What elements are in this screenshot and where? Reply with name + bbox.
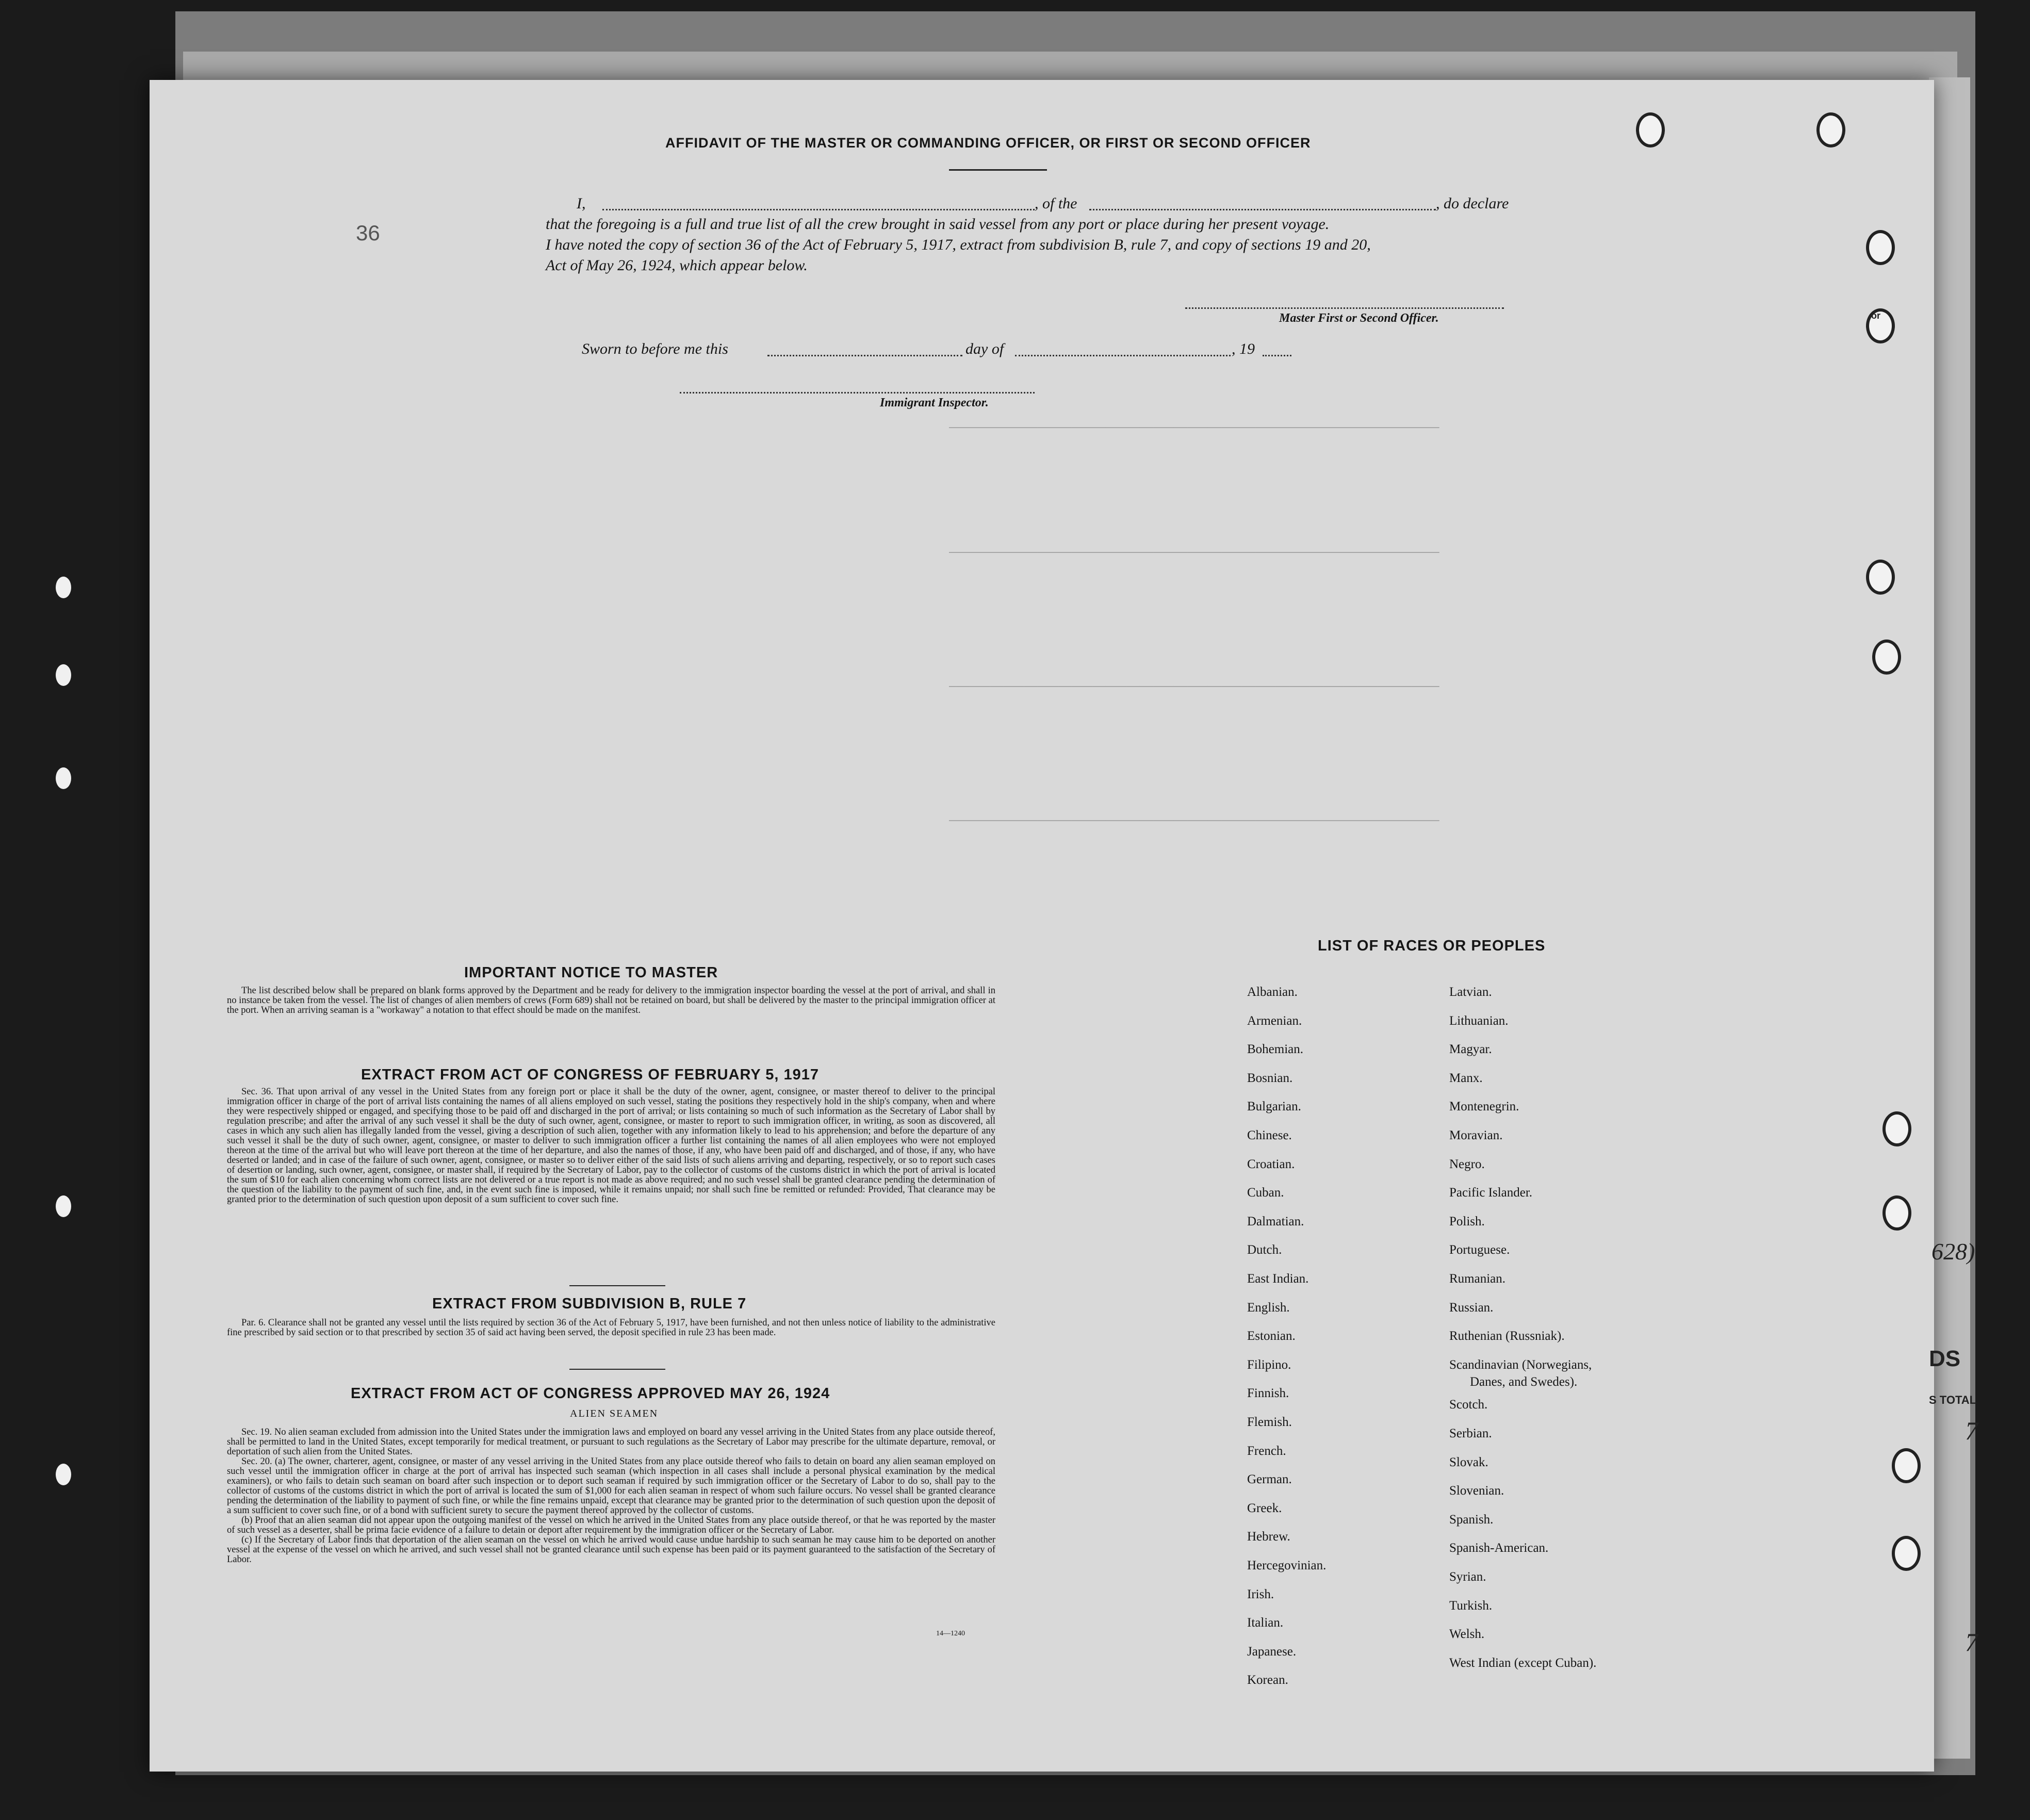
extract-1924-subtitle: ALIEN SEAMEN bbox=[570, 1408, 659, 1419]
affidavit-title: AFFIDAVIT OF THE MASTER OR COMMANDING OFFICER, OR FIRST OR SECOND OFFICER bbox=[665, 135, 1311, 151]
race-item: Spanish. bbox=[1449, 1512, 1494, 1527]
race-item: Scotch. bbox=[1449, 1398, 1488, 1412]
race-item: Greek. bbox=[1247, 1501, 1282, 1515]
binder-hole bbox=[56, 767, 71, 789]
sworn-day-field[interactable] bbox=[767, 355, 962, 356]
race-item: Croatian. bbox=[1247, 1157, 1295, 1171]
sworn-label: Sworn to before me this bbox=[582, 340, 728, 357]
race-item: Irish. bbox=[1247, 1587, 1274, 1601]
race-item: Armenian. bbox=[1247, 1013, 1302, 1028]
race-item: Cuban. bbox=[1247, 1186, 1284, 1200]
race-item: East Indian. bbox=[1247, 1272, 1309, 1286]
extract-1924-title: EXTRACT FROM ACT OF CONGRESS APPROVED MAY 26, 1924 bbox=[351, 1385, 830, 1402]
extract-1924-text: Sec. 19. No alien seaman excluded from admission into the United States under the immigration laws and employed on board any vessel arriving in the United States from any place outside thereof, shall be permitted to land in the United States, except temporarily for medical treatment, or pursuant to such regulations as the Secretary of Labor may prescribe for the ultimate departure, removal, or deportation of such alien from the United States. Sec. 20. (a) The owner, charterer, agent, consignee, or master of any vessel arriving in the United States from any place outside thereof who fails to detain on board any alien seaman employed on such vessel until the immigration officer in charge at the port of arrival has inspected such seaman (which inspection in all cases shall include a personal physical examination by the medical examiners), or who fails to detain such seaman on board after such inspection or to deport such seaman if required by such immigration officer or the Secretary of Labor to do so, shall pay to the collector of customs of the customs district in which the port of arrival is located the sum of $1,000 for each alien seaman in respect of whom such failure occurs. No vessel shall be granted clearance pending the determination of the liability to payment of such fine, or while the fine remains unpaid, except that clearance may be granted prior to the determination of such question upon the deposit of a sum sufficient to cover such fine, or of a bond with sufficient surety to secure the payment thereof approved by the collector of customs. (b) Proof that an alien seaman did not appear upon the outgoing manifest of the vessel on which he arrived in the United States from any place outside thereof, or that he was reported by the master of such vessel as a deserter, shall be prima facie evidence of a failure to detain or deport after requirement by the immigration officer or the Secretary of Labor. (c) If the Secretary of Labor finds that deportation of the alien seaman on the vessel on which he arrived would cause undue hardship to such seaman he may cause him to be deported on another vessel at the expense of the vessel on which he arrived, and such vessel shall not be granted clearance until such expense has been paid or its payment guaranteed to the satisfaction of the Secretary of Labor. bbox=[227, 1427, 995, 1565]
bleed-through-text: ──────────────────────────────────────────────────────────────────────── bbox=[949, 815, 1439, 828]
race-item: German. bbox=[1247, 1472, 1292, 1487]
master-signature-field[interactable] bbox=[1185, 307, 1504, 309]
race-item: Spanish-American. bbox=[1449, 1541, 1549, 1555]
race-item: Hercegovinian. bbox=[1247, 1559, 1327, 1572]
race-item: Flemish. bbox=[1247, 1415, 1292, 1429]
notice-title: IMPORTANT NOTICE TO MASTER bbox=[464, 964, 718, 981]
declare-label: , do declare bbox=[1436, 195, 1509, 212]
extract-1917-text: Sec. 36. That upon arrival of any vessel in the United States from any foreign port or place it shall be the duty of the owner, agent, consignee, or master thereof to deliver to the principal immigration officer in charge of the port of arrival lists containing the names of all aliens employed on such vessel, stating the positions they respectively hold in the ship's company, when and where they were respectively shipped or engaged, and specifying those to be paid off and discharged in the port of arrival; or lists containing so much of such information as the Secretary of Labor shall by regulation prescribe; and after the arrival of any such vessel it shall be the duty of such owner, agent, consignee, or master to report to such immigration officer, in writing, as soon as discovered, all cases in which any such alien has illegally landed from the vessel, giving a description of such alien, together with any information likely to lead to his apprehension; and before the departure of any such vessel it shall be the duty of such owner, agent, consignee, or master to deliver to such immigration officer a further list containing the names of all alien employees who were not employed thereon at the time of the arrival but who will leave port thereon at the time of her departure, and also the names of those, if any, who have been paid off and discharged, and of those, if any, who have deserted or landed; and in case of the failure of such owner, agent, consignee, or master so to deliver either of the said lists of such aliens arriving and departing, respectively, or so to report such cases of desertion or landing, such owner, agent, consignee, or master shall, if required by the Secretary of Labor, pay to the collector of customs of the customs district in which the port of arrival is located the sum of $10 for each alien concerning whom correct lists are not delivered or a true report is not made as above required; and no such vessel shall be granted clearance pending the determination of the question of the liability to the payment of such fine, and, in the event such fine is imposed, while it remains unpaid; nor shall such fine be remitted or refunded: Provided, That clearance may be granted prior to the determination of such question upon deposit of a sum sufficient to cover such fine. bbox=[227, 1087, 995, 1205]
race-item: English. bbox=[1247, 1300, 1290, 1315]
rule7-text: Par. 6. Clearance shall not be granted any vessel until the lists required by section 36 of the Act of February 5, 1917, have been furnished, and not then unless notice of liability to the administrative fine prescribed by said section or to that prescribed by section 35 of said act having been served, the deposit specified in rule 23 has been made. bbox=[227, 1318, 995, 1338]
race-item: Hebrew. bbox=[1247, 1530, 1290, 1544]
or-mark: or bbox=[1871, 310, 1880, 321]
extract-1917-title: EXTRACT FROM ACT OF CONGRESS OF FEBRUARY 5, 1917 bbox=[361, 1067, 820, 1083]
race-item: Estonian. bbox=[1247, 1329, 1296, 1343]
of-the-label: , of the bbox=[1035, 195, 1077, 212]
race-item: Scandinavian (Norwegians, bbox=[1449, 1357, 1592, 1372]
inspector-signature-label: Immigrant Inspector. bbox=[880, 396, 989, 409]
race-item: Korean. bbox=[1247, 1673, 1288, 1687]
races-title: LIST OF RACES OR PEOPLES bbox=[1318, 938, 1546, 954]
race-item: Polish. bbox=[1449, 1214, 1485, 1228]
race-item: Italian. bbox=[1247, 1616, 1284, 1630]
day-of-label: day of bbox=[965, 340, 1004, 357]
race-item: Chinese. bbox=[1247, 1128, 1292, 1142]
rule7-title: EXTRACT FROM SUBDIVISION B, RULE 7 bbox=[432, 1296, 747, 1312]
race-item: Negro. bbox=[1449, 1157, 1485, 1171]
divider bbox=[569, 1285, 665, 1286]
punch-hole bbox=[1892, 1448, 1921, 1483]
race-item: Latvian. bbox=[1449, 985, 1492, 999]
race-item: Lithuanian. bbox=[1449, 1013, 1509, 1028]
punch-hole bbox=[1866, 560, 1895, 595]
race-item: Finnish. bbox=[1247, 1386, 1289, 1401]
sworn-month-field[interactable] bbox=[1015, 355, 1231, 356]
handwritten-seven: 7 bbox=[1965, 1416, 1978, 1445]
binder-hole bbox=[56, 664, 71, 686]
margin-heading: DS bbox=[1929, 1346, 1961, 1371]
binder-hole bbox=[56, 1195, 71, 1217]
race-item: French. bbox=[1247, 1444, 1286, 1458]
bleed-through-text: ──────────────────────────────────────────────────────────────────────── bbox=[949, 422, 1439, 435]
year-label: , 19 bbox=[1232, 340, 1255, 357]
divider bbox=[569, 1369, 665, 1370]
race-item: Syrian. bbox=[1449, 1570, 1486, 1584]
race-item: Serbian. bbox=[1449, 1427, 1492, 1440]
race-item: Bulgarian. bbox=[1247, 1100, 1301, 1114]
punch-hole bbox=[1866, 308, 1895, 343]
race-item: Danes, and Swedes). bbox=[1470, 1374, 1578, 1389]
punch-hole bbox=[1882, 1195, 1911, 1231]
affidavit-line: that the foregoing is a full and true list of all the crew brought in said vessel from any port or place during her present voyage. bbox=[546, 216, 1330, 233]
inspector-signature-field[interactable] bbox=[680, 392, 1035, 393]
punch-hole bbox=[1866, 230, 1895, 265]
affidavit-line: Act of May 26, 1924, which appear below. bbox=[546, 257, 808, 274]
race-item: Japanese. bbox=[1247, 1644, 1297, 1659]
race-item: West Indian (except Cuban). bbox=[1449, 1655, 1597, 1670]
race-item: Slovak. bbox=[1449, 1455, 1488, 1469]
race-item: Montenegrin. bbox=[1449, 1100, 1519, 1114]
sworn-year-field[interactable] bbox=[1263, 355, 1291, 356]
race-item: Filipino. bbox=[1247, 1357, 1291, 1372]
punch-hole bbox=[1892, 1536, 1921, 1571]
margin-total: S TOTAL bbox=[1929, 1393, 1977, 1406]
declarant-prefix: I, bbox=[577, 195, 586, 212]
declarant-name-field[interactable] bbox=[602, 209, 1035, 210]
race-item: Magyar. bbox=[1449, 1042, 1492, 1057]
race-item: Welsh. bbox=[1449, 1627, 1485, 1642]
race-item: Portuguese. bbox=[1449, 1243, 1510, 1257]
race-item: Slovenian. bbox=[1449, 1484, 1504, 1498]
race-item: Russian. bbox=[1449, 1300, 1494, 1315]
race-item: Turkish. bbox=[1449, 1598, 1493, 1613]
binder-hole bbox=[56, 577, 71, 598]
affidavit-line: I have noted the copy of section 36 of the Act of February 5, 1917, extract from subdivision B, rule 7, and copy of sections 19 and 20, bbox=[546, 236, 1371, 253]
race-item: Pacific Islander. bbox=[1449, 1186, 1533, 1200]
race-item: Manx. bbox=[1449, 1071, 1483, 1085]
underlying-page-edge bbox=[1929, 77, 1970, 1759]
race-item: Albanian. bbox=[1247, 985, 1298, 999]
punch-hole bbox=[1872, 640, 1901, 675]
handwritten-seven: 7 bbox=[1965, 1628, 1978, 1657]
punch-hole bbox=[1636, 112, 1665, 147]
handwritten-note: 628) bbox=[1931, 1238, 1975, 1265]
divider bbox=[949, 169, 1047, 171]
race-item: Moravian. bbox=[1449, 1128, 1503, 1142]
bleed-through-text: ──────────────────────────────────────────────────────────────────────── bbox=[949, 681, 1439, 694]
race-item: Dutch. bbox=[1247, 1243, 1282, 1257]
vessel-name-field[interactable] bbox=[1089, 209, 1436, 210]
race-item: Rumanian. bbox=[1449, 1272, 1506, 1286]
binder-hole bbox=[56, 1464, 71, 1485]
punch-hole bbox=[1882, 1111, 1911, 1146]
race-item: Bosnian. bbox=[1247, 1071, 1293, 1085]
punch-hole bbox=[1816, 112, 1845, 147]
master-signature-label: Master First or Second Officer. bbox=[1279, 311, 1439, 325]
bleed-through-text: ──────────────────────────────────────────────────────────────────────── bbox=[949, 547, 1439, 560]
page-number: 36 bbox=[356, 221, 380, 245]
form-number: 14—1240 bbox=[936, 1630, 965, 1637]
notice-text: The list described below shall be prepared on blank forms approved by the Department and be ready for delivery to the immigration inspector boarding the vessel at the port of arrival, and shall in no instance be taken from the vessel. The list of changes of alien members of crews (Form 689) shall not be retained on board, but shall be delivered by the master to the principal immigration officer at the port. When an arriving seaman is a "workaway" a notation to that effect should be made on the manifest. bbox=[227, 986, 995, 1015]
race-item: Ruthenian (Russniak). bbox=[1449, 1329, 1565, 1343]
race-item: Dalmatian. bbox=[1247, 1214, 1304, 1228]
race-item: Bohemian. bbox=[1247, 1042, 1304, 1057]
